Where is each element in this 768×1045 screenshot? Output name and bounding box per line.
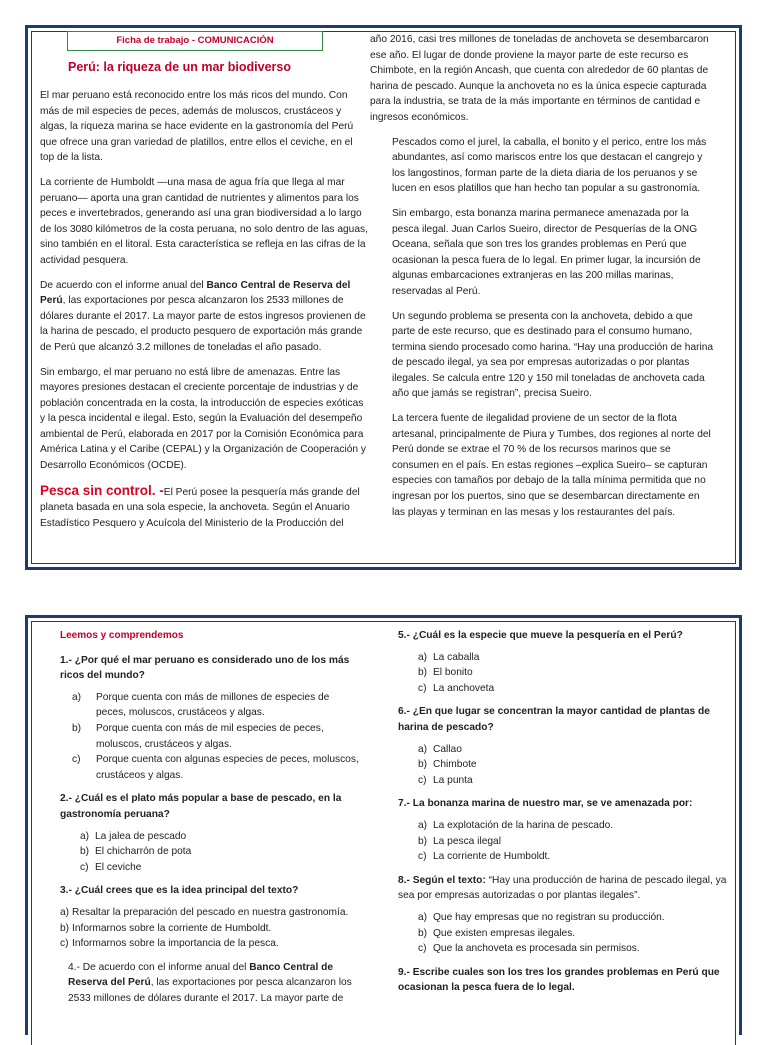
option-item[interactable] [60,936,360,952]
ficha-label: Ficha de trabajo - COMUNICACIÓN [67,31,323,51]
paragraph-text: , las exportaciones por pesca alcanzaron los 2533 millones de dólares durante el 2017. La mayor parte de estos ingresos provienen de la harina de pescado, el producto pesquero de exportación más grande de Perú que alcanzó 3.2 millones de toneladas el año pasado. [40,295,366,353]
paragraph: La corriente de Humboldt —una masa de agua fría que llega al mar peruano— aporta una gran cantidad de nutrientes y alimentos para los peces e invertebrados, generando así una gran biodiversidad a lo largo de los 3080 kilómetros de la costa peruana, no solo dentro de las aguas, sino también en el litoral. Esta característica se refleja en las cifras de la actividad pesquera. [40,176,368,266]
question-2: 2.- ¿Cuál es el plato más popular a base de pescado, en la gastronomía peruana? [60,793,342,820]
option-item[interactable] [60,829,360,845]
option-marker: c) [418,774,427,786]
option-item[interactable] [60,860,360,876]
option-marker: a) [418,651,428,663]
option-item[interactable] [60,844,360,860]
paragraph-text: De acuerdo con el informe anual del [40,279,207,291]
paragraph: Sin embargo, el mar peruano no está libre de amenazas. Entre las mayores presiones destacan el creciente porcentaje de industrias y de población concentrada en la costa, la introducción de especies exóticas y la pesca incidental e ilegal. Esto, según la Evaluación del desempeño ambiental de Perú, elaborada en 2017 por la Comisión Económica para América Latina y el Caribe (CEPAL) y la Organización de Cooperación y Desarrollo Económicos (OCDE). [40,366,366,472]
option-text: Resaltar la preparación del pescado en nuestra gastronomía. [72,906,349,918]
option-item[interactable] [398,681,728,697]
options-1 [60,690,360,784]
article-right-column [370,32,715,529]
option-marker: c) [60,938,69,950]
option-text: La anchoveta [433,682,495,694]
option-text: Callao [433,743,462,755]
question-6: 6.- ¿En que lugar se concentran la mayor cantidad de plantas de harina de pescado? [398,706,710,733]
option-text: Que la anchoveta es procesada sin permisos. [433,943,640,955]
option-marker: a) [60,906,70,918]
option-item[interactable] [60,905,360,921]
option-text: Chimbote [433,759,477,771]
question-1: 1.- ¿Por qué el mar peruano es considerado uno de los más ricos del mundo? [60,654,350,682]
options-7 [398,818,728,865]
paragraph: Un segundo problema se presenta con la anchoveta, debido a que parte de este recurso, que es destinado para el consumo humano, termina siendo procesado como harina. “Hay una producción de harina de pescado ilegal, ya sea por empresas autorizadas o por plantas ilegales. Se calcula entre 120 y 150 mil toneladas de anchoveta cada año que jamás se registran”, precisa Sueiro. [392,310,714,400]
question-text: , las exportaciones por pesca alcanzaron los 2533 millones de dólares durante el 2017. La mayor parte de [68,977,352,1004]
option-item[interactable] [60,690,360,721]
option-marker: c) [72,754,81,766]
option-item[interactable] [398,742,728,758]
question-text: 4.- De acuerdo con el informe anual del [68,961,250,973]
paragraph: año 2016, casi tres millones de toneladas de anchoveta se desembarcaron ese año. El lugar de donde proviene la mayor parte de este recurso es Chimbote, en la región Ancash, que cuenta con alrededor de 60 plantas de harina de pescado. Aunque la anchoveta no es la única especie capturada para la industria, se trata de la más importante en términos de cantidad e ingresos económicos. [370,34,709,123]
article-left-column [40,88,368,540]
question-4 [68,960,360,1007]
option-item[interactable] [398,926,728,942]
question-label: 8.- Según el texto: [398,874,489,886]
option-item[interactable] [398,665,728,681]
paragraph-text: El Perú posee la pesquería más grande del planeta basada en una sola especie, la anchoveta. Según el Anuario Estadístico Pesquero y Acuícola del Ministerio de la Producción del [40,486,360,529]
bank-name: Banco Central de Reserva del Perú [68,961,334,989]
option-marker: a) [80,830,90,842]
paragraph: Sin embargo, esta bonanza marina permanece amenazada por la pesca ilegal. Juan Carlos Sueiro, director de Pesquerías de la ONG Oceana, señala que son tres los grandes problemas en Perú que ocasionan la pesca fuera de lo legal. En primer lugar, la incursión de algunas embarcaciones extranjeras en las 200 millas marinas, reservadas al Perú. [392,207,701,297]
indented-block [392,135,715,521]
options-8 [398,910,728,957]
option-text: La punta [433,774,473,786]
options-6 [398,742,728,789]
option-marker: b) [418,927,428,939]
section-heading: Leemos y comprendemos [60,630,184,641]
option-marker: b) [418,759,428,771]
option-text: Informarnos sobre la corriente de Humboldt. [72,922,272,934]
options-2 [60,829,360,876]
option-item[interactable] [398,849,728,865]
option-marker: b) [80,846,90,858]
option-text: El chicharrón de pota [95,846,192,858]
questions-left-column [60,628,360,1006]
option-item[interactable] [398,773,728,789]
question-8 [398,873,728,904]
option-marker: a) [418,743,428,755]
option-text: El bonito [433,667,473,679]
paragraph: Pescados como el jurel, la caballa, el bonito y el perico, entre los más abundantes, así como mariscos entre los que destacan el cangrejo y los langostinos, forman parte de la dieta diaria de los peruanos y se lucen en esos platillos que han hecho tan popular a su gastronomía. [392,136,707,195]
option-marker: b) [72,722,82,734]
options-5 [398,650,728,697]
paragraph [40,483,368,532]
option-item[interactable] [398,910,728,926]
option-text: Que hay empresas que no registran su producción. [433,911,665,923]
option-marker: c) [418,682,427,694]
section-highlight: Pesca sin control. - [40,482,164,498]
options-3 [60,905,360,952]
option-text: Porque cuenta con más de mil especies de peces, moluscos, crustáceos y algas. [96,722,324,750]
option-text: Porque cuenta con más de millones de especies de peces, moluscos, crustáceos y algas. [96,691,330,719]
option-item[interactable] [398,941,728,957]
option-marker: a) [72,691,82,703]
paragraph: La tercera fuente de ilegalidad proviene de un sector de la flota artesanal, principalmente de Piura y Tumbes, dos regiones al norte del Perú donde se extrae el 70 % de los recursos marinos que se consumen en el país. En estas regiones –explica Sueiro– se capturan especies con tamaños por debajo de la talla mínima permitida que no ingresan por los puertos, sino que se desembarcan directamente en las playas y terminan en las mesas y los restaurantes del país. [392,413,711,518]
question-3: 3.- ¿Cuál crees que es la idea principal del texto? [60,885,299,897]
option-marker: b) [418,667,428,679]
option-text: Informarnos sobre la importancia de la pesca. [72,938,279,950]
article-title: Perú: la riqueza de un mar biodiverso [68,60,291,74]
option-item[interactable] [60,752,360,783]
option-text: La explotación de la harina de pescado. [433,819,614,831]
question-5: 5.- ¿Cuál es la especie que mueve la pesquería en el Perú? [398,630,683,641]
option-text: Que existen empresas ilegales. [433,927,576,939]
option-text: La caballa [433,651,480,663]
option-text: La corriente de Humboldt. [433,851,551,863]
option-marker: b) [418,835,428,847]
bank-name: Banco Central de Reserva del Perú [40,279,351,307]
option-marker: a) [418,911,428,923]
paragraph: El mar peruano está reconocido entre los más ricos del mundo. Con más de mil especies de peces, además de moluscos, crustáceos y algas, la riqueza marina se hace evidente en la gastronomía del Perú que ofrece una gran variedad de platillos, entre ellos el ceviche, en el top de la lista. [40,90,354,164]
option-item[interactable] [398,650,728,666]
option-item[interactable] [398,757,728,773]
question-quote: “Hay una producción de harina de pescado ilegal, ya sea por empresas autorizadas o por plantas ilegales”. [398,874,727,902]
option-marker: c) [418,943,427,955]
option-marker: b) [60,922,70,934]
option-item[interactable] [60,921,360,937]
option-text: La jalea de pescado [95,830,187,842]
option-item[interactable] [398,818,728,834]
option-item[interactable] [398,834,728,850]
option-marker: a) [418,819,428,831]
option-text: Porque cuenta con algunas especies de peces, moluscos, crustáceos y algas. [96,754,359,781]
paragraph [40,278,368,356]
questions-right-column [398,628,728,1002]
option-item[interactable] [60,721,360,752]
question-9: 9.- Escribe cuales son los tres los grandes problemas en Perú que ocasionan la pesca fuera de lo legal. [398,966,720,994]
option-marker: c) [418,851,427,863]
question-7: 7.- La bonanza marina de nuestro mar, se ve amenazada por: [398,798,693,810]
option-marker: c) [80,861,89,873]
option-text: La pesca ilegal [433,835,501,847]
option-text: El ceviche [95,861,142,873]
